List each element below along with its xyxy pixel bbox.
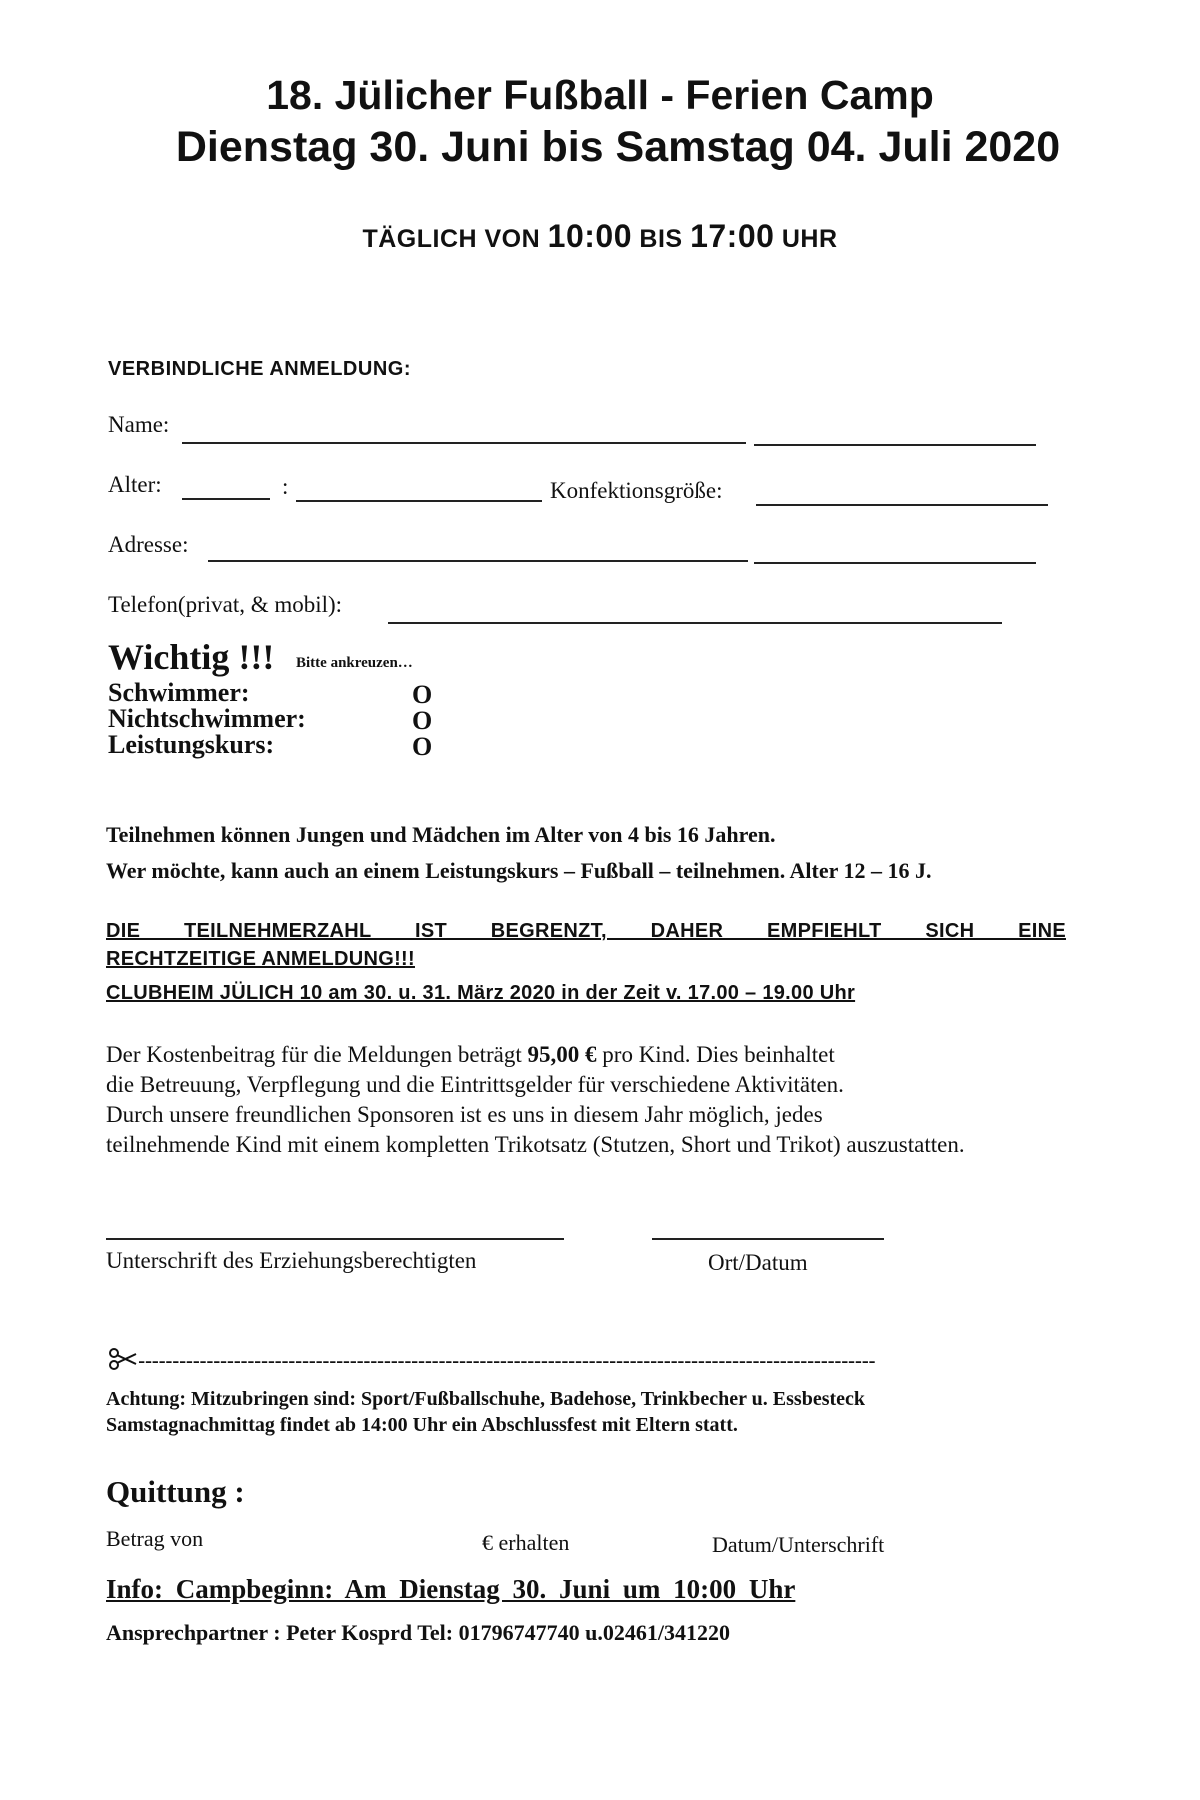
camp-dates: Dienstag 30. Juni bis Samstag 04. Juli 2020	[175, 123, 1061, 171]
cost-line4: teilnehmende Kind mit einem kompletten Trikotsatz (Stutzen, Short und Trikot) auszustatten.	[106, 1132, 965, 1157]
cost-line2: die Betreuung, Verpflegung und die Eintrittsgelder für verschiedene Aktivitäten.	[106, 1072, 844, 1097]
size-label: Konfektionsgröße:	[550, 478, 723, 503]
hours-mid: BIS	[631, 225, 691, 253]
receipt-received-label: € erhalten	[482, 1530, 570, 1555]
check-hint: Bitte ankreuzen…	[296, 655, 413, 671]
phone-label: Telefon(privat, & mobil):	[108, 592, 343, 617]
guardian-signature-label: Unterschrift des Erziehungsberechtigten	[106, 1248, 477, 1273]
option-nonswimmer-checkbox[interactable]: O	[412, 706, 433, 735]
registration-heading: VERBINDLICHE ANMELDUNG:	[108, 358, 411, 380]
cost-line1-pre: Der Kostenbeitrag für die Meldungen beträgt	[106, 1042, 528, 1067]
age-separator: :	[282, 474, 289, 499]
name-field-line-2[interactable]	[754, 444, 1036, 446]
hours-end: 17:00	[690, 218, 775, 254]
phone-field-line[interactable]	[388, 622, 1002, 624]
option-swimmer-checkbox[interactable]: O	[412, 680, 433, 709]
name-field-line[interactable]	[182, 442, 746, 444]
receipt-amount-label: Betrag von	[106, 1526, 204, 1551]
receipt-date-signature-label: Datum/Unterschrift	[712, 1532, 885, 1557]
closing-party-text: Samstagnachmittag findet ab 14:00 Uhr ein Abschlussfest mit Eltern statt.	[106, 1414, 738, 1436]
cost-line3: Durch unsere freundlichen Sponsoren ist es uns in diesem Jahr möglich, jedes	[106, 1102, 823, 1127]
important-heading: Wichtig !!!	[108, 637, 275, 677]
option-nonswimmer-label: Nichtschwimmer:	[108, 704, 306, 733]
contact-person: Ansprechpartner : Peter Kosprd Tel: 01796747740 u.02461/341220	[106, 1620, 730, 1645]
cut-line	[108, 1348, 875, 1376]
place-date-line[interactable]	[652, 1238, 884, 1240]
camp-start-info: Info: Campbeginn: Am Dienstag 30. Juni um 10:00 Uhr	[106, 1574, 796, 1604]
age-field-line-2[interactable]	[296, 500, 542, 502]
hours-prefix: TÄGLICH VON	[362, 225, 548, 253]
registration-location-time: CLUBHEIM JÜLICH 10 am 30. u. 31. März 2020 in der Zeit v. 17.00 – 19.00 Uhr	[106, 982, 856, 1004]
address-label: Adresse:	[108, 532, 189, 557]
option-performance-label: Leistungskurs:	[108, 730, 275, 759]
cut-dashes: ------------------------------------------------------------------------------------------------------------	[138, 1348, 876, 1373]
cost-line1-post: pro Kind. Dies beinhaltet	[596, 1042, 835, 1067]
camp-title: 18. Jülicher Fußball - Ferien Camp	[266, 72, 934, 118]
participants-age-text: Teilnehmen können Jungen und Mädchen im Alter von 4 bis 16 Jahren.	[106, 822, 776, 847]
daily-hours	[0, 218, 1200, 255]
address-field-line-2[interactable]	[754, 562, 1036, 564]
limited-notice-line2: RECHTZEITIGE ANMELDUNG!!!	[106, 948, 415, 970]
place-date-label: Ort/Datum	[708, 1250, 808, 1275]
performance-course-text: Wer möchte, kann auch an einem Leistungskurs – Fußball – teilnehmen. Alter 12 – 16 J.	[106, 858, 932, 883]
address-field-line[interactable]	[208, 560, 748, 562]
receipt-heading: Quittung :	[106, 1474, 245, 1509]
cost-amount: 95,00 €	[527, 1042, 597, 1067]
cost-line1	[106, 1040, 835, 1070]
age-field-line[interactable]	[182, 498, 270, 500]
hours-suffix: UHR	[774, 225, 838, 253]
age-label: Alter:	[108, 472, 162, 497]
scissors-icon	[108, 1348, 138, 1376]
guardian-signature-line[interactable]	[106, 1238, 564, 1240]
hours-start: 10:00	[547, 218, 632, 254]
size-field-line[interactable]	[756, 504, 1048, 506]
bring-items-text: Achtung: Mitzubringen sind: Sport/Fußballschuhe, Badehose, Trinkbecher u. Essbesteck	[106, 1388, 866, 1410]
limited-notice-line1: DIE TEILNEHMERZAHL IST BEGRENZT, DAHER EMPFIEHLT SICH EINE	[106, 920, 1066, 942]
option-performance-checkbox[interactable]: O	[412, 732, 433, 761]
name-label: Name:	[108, 412, 170, 437]
option-swimmer-label: Schwimmer:	[108, 678, 250, 707]
